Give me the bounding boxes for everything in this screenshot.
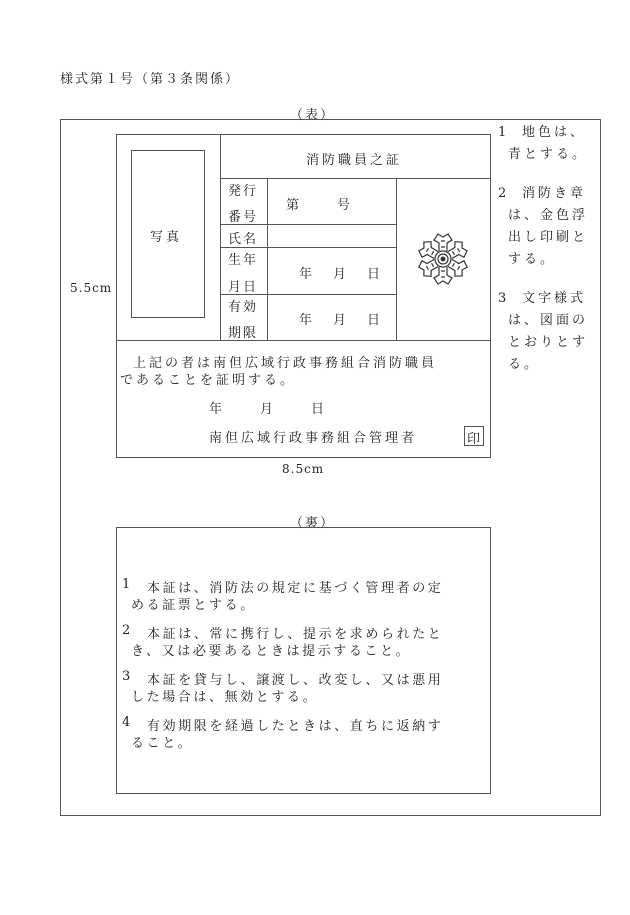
note-2-line-2: は、金色浮	[508, 208, 589, 223]
label-issue-number-2: 番号	[228, 210, 259, 225]
note-2-line-4: する。	[508, 252, 557, 267]
issue-date-line: 年 月 日	[209, 402, 329, 417]
height-dimension-label: 5.5cm	[70, 281, 113, 295]
statement-line-2: であることを証明する。	[120, 373, 297, 388]
form-title: 様式第１号（第３条関係）	[60, 72, 241, 87]
term-3-line-2: した場合は、無効とする。	[131, 690, 319, 705]
grid-line	[267, 178, 268, 341]
width-dimension-label: 8.5cm	[282, 462, 325, 476]
grid-line	[396, 178, 397, 341]
certificate-title: 消防職員之証	[306, 153, 403, 168]
note-2-line-1: 消防き章	[522, 186, 587, 201]
note-3-line-3: とおりとす	[508, 335, 589, 350]
note-3-line-1: 文字様式	[522, 291, 587, 306]
term-number: 4	[122, 715, 133, 730]
grid-line	[220, 134, 221, 341]
note-number: 1	[498, 125, 510, 140]
term-1-line-1: 本証は、消防法の規定に基づく管理者の定	[147, 581, 444, 596]
label-birth-date-2: 月日	[228, 280, 259, 295]
seal-label: 印	[467, 432, 481, 447]
fire-department-emblem-icon	[415, 231, 471, 287]
label-expiry-2: 期限	[228, 326, 259, 341]
photo-label: 写真	[150, 230, 183, 245]
issuer-name: 南但広域行政事務組合管理者	[209, 431, 418, 446]
note-number: 2	[498, 186, 510, 201]
birth-date-value: 年 月 日	[299, 267, 385, 282]
note-number: 3	[498, 291, 510, 306]
note-3-line-2: は、図面の	[508, 313, 589, 328]
term-1-line-2: める証票とする。	[131, 598, 256, 613]
term-number: 1	[122, 577, 133, 592]
front-side-label: （表）	[290, 108, 336, 123]
term-number: 3	[122, 669, 133, 684]
note-1-line-1: 地色は、	[522, 125, 587, 140]
label-name: 氏名	[228, 232, 259, 247]
expiry-date-value: 年 月 日	[299, 313, 385, 328]
term-2-line-2: き、又は必要あるときは提示すること。	[131, 644, 412, 659]
term-4-line-1: 有効期限を経過したときは、直ちに返納す	[147, 719, 444, 734]
label-expiry: 有効	[228, 300, 259, 315]
grid-line	[116, 340, 491, 341]
grid-line	[220, 247, 396, 248]
note-2-line-3: 出し印刷と	[508, 230, 589, 245]
label-birth-date: 生年	[228, 253, 259, 268]
term-2-line-1: 本証は、常に携行し、提示を求められたと	[147, 627, 444, 642]
issue-number-value: 第 号	[286, 198, 355, 213]
card-back-border	[116, 527, 491, 794]
label-issue-number: 発行	[228, 184, 259, 199]
note-3-line-4: る。	[508, 357, 541, 372]
grid-line	[220, 178, 491, 179]
note-1-line-2: 青とする。	[508, 147, 589, 162]
term-number: 2	[122, 623, 133, 638]
term-3-line-1: 本証を貸与し、譲渡し、改変し、又は悪用	[147, 673, 444, 688]
statement-line-1: 上記の者は南但広域行政事務組合消防職員	[133, 356, 438, 371]
term-4-line-2: ること。	[131, 736, 194, 751]
back-side-label: （裏）	[290, 516, 336, 531]
